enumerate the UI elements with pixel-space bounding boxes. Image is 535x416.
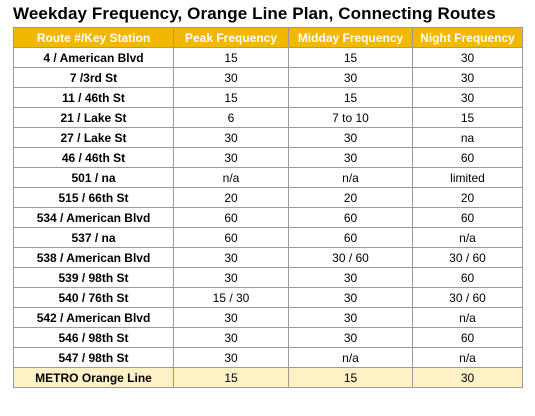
night-frequency-cell: n/a: [413, 348, 523, 368]
frequency-table: [13, 27, 523, 388]
night-frequency-cell: 15: [413, 108, 523, 128]
peak-frequency-cell: 15: [174, 48, 289, 68]
midday-frequency-cell: 30: [289, 68, 413, 88]
midday-frequency-cell: n/a: [289, 348, 413, 368]
midday-frequency-cell: 15: [289, 88, 413, 108]
midday-frequency-cell: 15: [289, 48, 413, 68]
peak-frequency-cell: 30: [174, 308, 289, 328]
peak-frequency-cell: 30: [174, 328, 289, 348]
midday-frequency-cell: 30: [289, 308, 413, 328]
route-cell: 542 / American Blvd: [14, 308, 174, 328]
midday-frequency-cell: 30: [289, 288, 413, 308]
route-cell: 538 / American Blvd: [14, 248, 174, 268]
table-row: [14, 248, 523, 268]
route-cell: 46 / 46th St: [14, 148, 174, 168]
column-header-night: Night Frequency: [413, 28, 523, 48]
night-frequency-cell: 30: [413, 368, 523, 388]
peak-frequency-cell: 20: [174, 188, 289, 208]
table-row: [14, 48, 523, 68]
table-row: [14, 148, 523, 168]
midday-frequency-cell: 60: [289, 228, 413, 248]
peak-frequency-cell: 30: [174, 268, 289, 288]
night-frequency-cell: 30 / 60: [413, 248, 523, 268]
header-row: [14, 28, 523, 48]
peak-frequency-cell: 30: [174, 148, 289, 168]
night-frequency-cell: 60: [413, 328, 523, 348]
peak-frequency-cell: 6: [174, 108, 289, 128]
midday-frequency-cell: 30: [289, 128, 413, 148]
route-cell: 534 / American Blvd: [14, 208, 174, 228]
peak-frequency-cell: 30: [174, 128, 289, 148]
midday-frequency-cell: 7 to 10: [289, 108, 413, 128]
table-row: [14, 88, 523, 108]
table-row: [14, 208, 523, 228]
peak-frequency-cell: 30: [174, 248, 289, 268]
route-cell: 27 / Lake St: [14, 128, 174, 148]
night-frequency-cell: 30: [413, 68, 523, 88]
night-frequency-cell: 60: [413, 208, 523, 228]
night-frequency-cell: 30: [413, 48, 523, 68]
midday-frequency-cell: 20: [289, 188, 413, 208]
route-cell: 4 / American Blvd: [14, 48, 174, 68]
peak-frequency-cell: 15: [174, 88, 289, 108]
midday-frequency-cell: 30: [289, 268, 413, 288]
midday-frequency-cell: 30 / 60: [289, 248, 413, 268]
route-cell: 547 / 98th St: [14, 348, 174, 368]
route-cell: 7 /3rd St: [14, 68, 174, 88]
table-row: [14, 188, 523, 208]
night-frequency-cell: n/a: [413, 308, 523, 328]
route-cell: 540 / 76th St: [14, 288, 174, 308]
night-frequency-cell: n/a: [413, 228, 523, 248]
midday-frequency-cell: 30: [289, 328, 413, 348]
peak-frequency-cell: 15: [174, 368, 289, 388]
table-row: [14, 368, 523, 388]
table-row: [14, 308, 523, 328]
peak-frequency-cell: n/a: [174, 168, 289, 188]
night-frequency-cell: 60: [413, 268, 523, 288]
route-cell: 11 / 46th St: [14, 88, 174, 108]
peak-frequency-cell: 30: [174, 348, 289, 368]
table-row: [14, 108, 523, 128]
column-header-route: Route #/Key Station: [14, 28, 174, 48]
route-cell: 515 / 66th St: [14, 188, 174, 208]
peak-frequency-cell: 30: [174, 68, 289, 88]
midday-frequency-cell: 30: [289, 148, 413, 168]
table-row: [14, 328, 523, 348]
midday-frequency-cell: 60: [289, 208, 413, 228]
night-frequency-cell: 20: [413, 188, 523, 208]
midday-frequency-cell: n/a: [289, 168, 413, 188]
route-cell: 501 / na: [14, 168, 174, 188]
table-row: [14, 128, 523, 148]
night-frequency-cell: 60: [413, 148, 523, 168]
night-frequency-cell: na: [413, 128, 523, 148]
peak-frequency-cell: 60: [174, 208, 289, 228]
table-row: [14, 168, 523, 188]
night-frequency-cell: 30 / 60: [413, 288, 523, 308]
midday-frequency-cell: 15: [289, 368, 413, 388]
route-cell: 539 / 98th St: [14, 268, 174, 288]
route-cell: 537 / na: [14, 228, 174, 248]
column-header-midday: Midday Frequency: [289, 28, 413, 48]
table-row: [14, 268, 523, 288]
table-row: [14, 228, 523, 248]
night-frequency-cell: 30: [413, 88, 523, 108]
night-frequency-cell: limited: [413, 168, 523, 188]
route-cell: 546 / 98th St: [14, 328, 174, 348]
column-header-peak: Peak Frequency: [174, 28, 289, 48]
route-cell: METRO Orange Line: [14, 368, 174, 388]
table-row: [14, 68, 523, 88]
route-cell: 21 / Lake St: [14, 108, 174, 128]
table-row: [14, 288, 523, 308]
peak-frequency-cell: 15 / 30: [174, 288, 289, 308]
page-title: Weekday Frequency, Orange Line Plan, Connecting Routes: [13, 4, 496, 23]
peak-frequency-cell: 60: [174, 228, 289, 248]
table-row: [14, 348, 523, 368]
